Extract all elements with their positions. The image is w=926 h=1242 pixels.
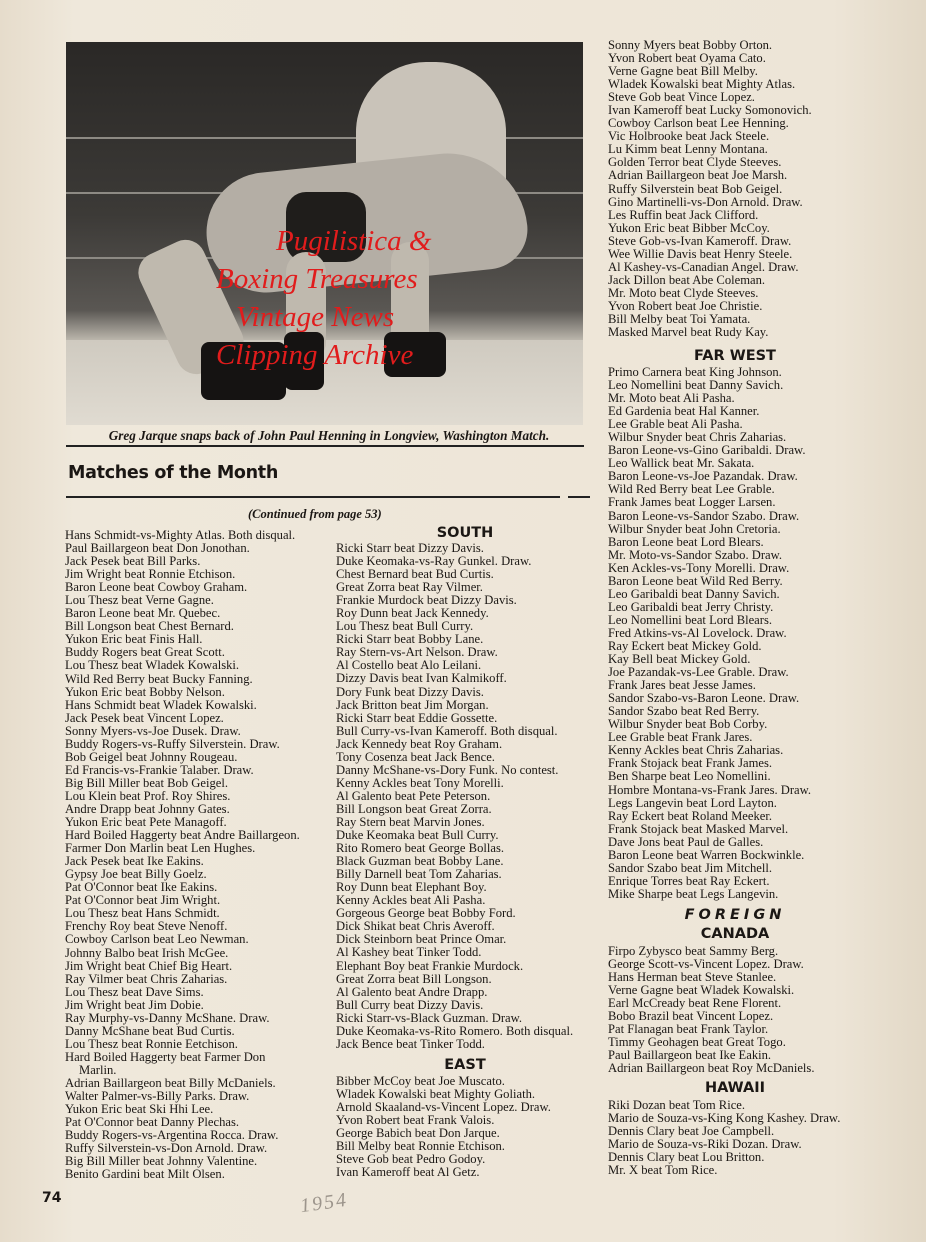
- match-result: Steve Gob beat Pedro Godoy.: [336, 1152, 486, 1167]
- match-result: Jack Dillon beat Abe Coleman.: [608, 272, 766, 287]
- match-result: Sandor Szabo beat Red Berry.: [608, 704, 760, 719]
- match-result: Wladek Kowalski beat Mighty Goliath.: [336, 1087, 536, 1102]
- match-result: Verne Gagne beat Bill Melby.: [608, 64, 758, 79]
- match-result: Dizzy Davis beat Ivan Kalmikoff.: [336, 671, 507, 686]
- match-result: Great Zorra beat Ray Vilmer.: [336, 580, 483, 595]
- match-result: Dave Jons beat Paul de Galles.: [608, 834, 764, 849]
- match-result: Wilbur Snyder beat Chris Zaharias.: [608, 430, 787, 445]
- match-result: Ricki Starr beat Bobby Lane.: [336, 632, 484, 647]
- match-result: George Scott-vs-Vincent Lopez. Draw.: [608, 957, 804, 972]
- match-result: Leo Nomellini beat Danny Savich.: [608, 378, 784, 393]
- match-result: Lou Thesz beat Hans Schmidt.: [65, 906, 220, 921]
- watermark-line: Clipping Archive: [216, 339, 414, 371]
- match-result: Jim Wright beat Ronnie Etchison.: [65, 567, 236, 582]
- results-south: [336, 542, 573, 1051]
- match-result: Wild Red Berry beat Bucky Fanning.: [65, 671, 253, 686]
- match-result: Sandor Szabo beat Jim Mitchell.: [608, 860, 773, 875]
- match-result: Buddy Rogers beat Great Scott.: [65, 645, 225, 660]
- match-result: Leo Garibaldi beat Jerry Christy.: [608, 599, 774, 614]
- section-heading-east: EAST: [444, 1057, 486, 1073]
- title-rule: [66, 496, 560, 498]
- match-result: Al Galento beat Andre Drapp.: [336, 984, 488, 999]
- match-result: Timmy Geohagen beat Great Togo.: [608, 1035, 786, 1050]
- match-result: Yukon Eric beat Bibber McCoy.: [608, 220, 770, 235]
- match-result: Kenny Ackles beat Ali Pasha.: [336, 893, 486, 908]
- match-result: Farmer Don Marlin beat Len Hughes.: [65, 841, 256, 856]
- match-result: Mike Sharpe beat Legs Langevin.: [608, 886, 779, 901]
- match-result: Ricki Starr beat Eddie Gossette.: [336, 710, 498, 725]
- match-result: Lu Kimm beat Lenny Montana.: [608, 142, 768, 157]
- match-result: Kay Bell beat Mickey Gold.: [608, 652, 751, 667]
- results-canada: [608, 945, 814, 1075]
- match-result: Yukon Eric beat Ski Hhi Lee.: [65, 1102, 214, 1117]
- match-result: Masked Marvel beat Rudy Kay.: [608, 325, 769, 340]
- match-result: Riki Dozan beat Tom Rice.: [608, 1098, 746, 1112]
- match-result: Al Kashey beat Tinker Todd.: [336, 945, 482, 960]
- match-result: Andre Drapp beat Johnny Gates.: [65, 801, 230, 816]
- match-result: Dennis Clary beat Joe Campbell.: [608, 1124, 775, 1139]
- match-result: Gypsy Joe beat Billy Goelz.: [65, 867, 207, 882]
- match-result: Paul Baillargeon beat Don Jonothan.: [65, 541, 250, 556]
- match-result: Steve Gob beat Vince Lopez.: [608, 90, 755, 105]
- match-result: Ray Murphy-vs-Danny McShane. Draw.: [65, 1010, 270, 1025]
- caption-rule: [66, 445, 584, 447]
- match-result: Wilbur Snyder beat John Cretoria.: [608, 521, 781, 536]
- match-result: Ivan Kameroff beat Al Getz.: [336, 1165, 480, 1180]
- section-heading-foreign: FOREIGN: [684, 907, 786, 923]
- match-result: Gino Martinelli-vs-Don Arnold. Draw.: [608, 194, 803, 209]
- match-result: Baron Leone-vs-Joe Pazandak. Draw.: [608, 469, 798, 484]
- match-result: Ray Stern-vs-Art Nelson. Draw.: [336, 645, 498, 660]
- match-result: Ken Ackles-vs-Tony Morelli. Draw.: [608, 560, 790, 575]
- match-result: Big Bill Miller beat Johnny Valentine.: [65, 1154, 258, 1169]
- match-result: Paul Baillargeon beat Ike Eakin.: [608, 1048, 772, 1063]
- match-result: Steve Gob-vs-Ivan Kameroff. Draw.: [608, 233, 792, 248]
- match-result: Al Kashey-vs-Canadian Angel. Draw.: [608, 259, 799, 274]
- match-result: Buddy Rogers-vs-Argentina Rocca. Draw.: [65, 1128, 279, 1143]
- match-result: Baron Leone beat Cowboy Graham.: [65, 580, 248, 595]
- match-result: Ray Eckert beat Roland Meeker.: [608, 808, 773, 823]
- match-result: Ruffy Silverstein beat Bob Geigel.: [608, 181, 783, 196]
- match-result: Mr. Moto beat Ali Pasha.: [608, 391, 735, 406]
- title-rule: [568, 496, 590, 498]
- match-result: Legs Langevin beat Lord Layton.: [608, 795, 777, 810]
- match-result: Lou Thesz beat Dave Sims.: [65, 984, 204, 999]
- match-result: Ivan Kameroff beat Lucky Somonovich.: [608, 103, 812, 118]
- results-hawaii: [608, 1099, 840, 1177]
- match-result: Baron Leone-vs-Gino Garibaldi. Draw.: [608, 443, 806, 458]
- match-result: Marlin.: [79, 1062, 117, 1077]
- match-result: Pat O'Connor beat Danny Plechas.: [65, 1115, 240, 1130]
- match-result: Ruffy Silverstein-vs-Don Arnold. Draw.: [65, 1141, 268, 1156]
- match-result: Ricki Starr-vs-Black Guzman. Draw.: [336, 1010, 523, 1025]
- match-result: Danny McShane beat Bud Curtis.: [65, 1023, 235, 1038]
- section-heading-south: SOUTH: [436, 525, 494, 541]
- match-result: Jim Wright beat Jim Dobie.: [65, 997, 204, 1012]
- match-result: Baron Leone beat Warren Bockwinkle.: [608, 847, 805, 862]
- match-result: Ben Sharpe beat Leo Nomellini.: [608, 769, 771, 784]
- match-result: Duke Keomaka-vs-Rito Romero. Both disqual.: [336, 1023, 574, 1038]
- match-result: Baron Leone beat Wild Red Berry.: [608, 573, 783, 588]
- match-result: Hans Schmidt beat Wladek Kowalski.: [65, 697, 257, 712]
- match-result: Bull Curry beat Dizzy Davis.: [336, 997, 484, 1012]
- match-result: Elephant Boy beat Frankie Murdock.: [336, 958, 524, 973]
- match-result: Mr. Moto beat Clyde Steeves.: [608, 285, 759, 300]
- match-result: Firpo Zybysco beat Sammy Berg.: [608, 944, 779, 958]
- match-result: Verne Gagne beat Wladek Kowalski.: [608, 983, 795, 998]
- results-far-west: [608, 366, 811, 901]
- match-result: Benito Gardini beat Milt Olsen.: [65, 1167, 225, 1182]
- match-result: Bobo Brazil beat Vincent Lopez.: [608, 1009, 774, 1024]
- match-result: Roy Dunn beat Elephant Boy.: [336, 880, 487, 895]
- watermark: [216, 222, 431, 374]
- match-result: Gorgeous George beat Bobby Ford.: [336, 906, 516, 921]
- match-result: Jim Wright beat Chief Big Heart.: [65, 958, 233, 973]
- match-result: Rito Romero beat George Bollas.: [336, 841, 505, 856]
- match-result: Frank Stojack beat Masked Marvel.: [608, 821, 789, 836]
- match-result: Ray Vilmer beat Chris Zaharias.: [65, 971, 228, 986]
- match-result: Lou Thesz beat Ronnie Eetchison.: [65, 1036, 238, 1051]
- match-result: Pat O'Connor beat Jim Wright.: [65, 893, 221, 908]
- match-result: Les Ruffin beat Jack Clifford.: [608, 207, 759, 222]
- match-result: Hombre Montana-vs-Frank Jares. Draw.: [608, 782, 812, 797]
- match-result: Lou Thesz beat Bull Curry.: [336, 619, 474, 634]
- match-result: Billy Darnell beat Tom Zaharias.: [336, 867, 502, 882]
- match-result: Big Bill Miller beat Bob Geigel.: [65, 775, 228, 790]
- match-result: Baron Leone-vs-Sandor Szabo. Draw.: [608, 508, 800, 523]
- match-result: Chest Bernard beat Bud Curtis.: [336, 567, 494, 582]
- match-result: Dick Steinborn beat Prince Omar.: [336, 932, 507, 947]
- match-result: Golden Terror beat Clyde Steeves.: [608, 155, 782, 170]
- match-result: Vic Holbrooke beat Jack Steele.: [608, 129, 770, 144]
- match-result: Ed Francis-vs-Frankie Talaber. Draw.: [65, 762, 254, 777]
- match-result: Frank Jares beat Jesse James.: [608, 678, 756, 693]
- results-column-1: [65, 529, 300, 1181]
- match-result: Dick Shikat beat Chris Averoff.: [336, 919, 495, 934]
- match-result: Jack Pesek beat Ike Eakins.: [65, 854, 204, 869]
- match-result: Bibber McCoy beat Joe Muscato.: [336, 1074, 505, 1088]
- watermark-line: Boxing Treasures: [216, 263, 418, 295]
- match-result: Frenchy Roy beat Steve Nenoff.: [65, 919, 228, 934]
- match-result: Black Guzman beat Bobby Lane.: [336, 854, 504, 869]
- match-result: Bill Melby beat Ronnie Etchison.: [336, 1139, 505, 1154]
- match-result: Mr. Moto-vs-Sandor Szabo. Draw.: [608, 547, 783, 562]
- match-result: Baron Leone beat Lord Blears.: [608, 534, 764, 549]
- match-result: Yvon Robert beat Joe Christie.: [608, 298, 763, 313]
- match-result: Ed Gardenia beat Hal Kanner.: [608, 404, 760, 419]
- match-result: Cowboy Carlson beat Lee Henning.: [608, 116, 789, 131]
- match-result: Lee Grable beat Frank Jares.: [608, 730, 753, 745]
- match-result: Bill Longson beat Chest Bernard.: [65, 619, 234, 634]
- match-result: Kenny Ackles beat Tony Morelli.: [336, 775, 504, 790]
- match-result: Leo Garibaldi beat Danny Savich.: [608, 586, 780, 601]
- match-result: Johnny Balbo beat Irish McGee.: [65, 945, 229, 960]
- match-result: Yukon Eric beat Pete Managoff.: [65, 815, 227, 830]
- match-result: Earl McCready beat Rene Florent.: [608, 996, 782, 1011]
- section-heading-canada: CANADA: [700, 926, 770, 942]
- match-result: Duke Keomaka-vs-Ray Gunkel. Draw.: [336, 554, 532, 569]
- match-result: Buddy Rogers-vs-Ruffy Silverstein. Draw.: [65, 736, 280, 751]
- match-result: Frankie Murdock beat Dizzy Davis.: [336, 593, 517, 608]
- continued-note: [248, 507, 382, 522]
- match-result: Bill Melby beat Toi Yamata.: [608, 311, 751, 326]
- match-result: Wee Willie Davis beat Henry Steele.: [608, 246, 793, 261]
- match-result: Pat O'Connor beat Ike Eakins.: [65, 880, 218, 895]
- match-result: Al Costello beat Alo Leilani.: [336, 658, 482, 673]
- match-result: Ray Stern beat Marvin Jones.: [336, 814, 485, 829]
- match-result: Lou Thesz beat Wladek Kowalski.: [65, 658, 240, 673]
- match-result: Hans Schmidt-vs-Mighty Atlas. Both disqual.: [65, 528, 296, 542]
- results-east-continued: [608, 39, 812, 339]
- match-result: Leo Wallick beat Mr. Sakata.: [608, 456, 755, 471]
- match-result: Frank James beat Logger Larsen.: [608, 495, 776, 510]
- section-heading-far-west: FAR WEST: [694, 348, 776, 364]
- match-result: Sandor Szabo-vs-Baron Leone. Draw.: [608, 691, 800, 706]
- match-result: Fred Atkins-vs-Al Lovelock. Draw.: [608, 625, 787, 640]
- match-result: Bull Curry-vs-Ivan Kameroff. Both disqual.: [336, 723, 558, 738]
- match-result: George Babich beat Don Jarque.: [336, 1126, 500, 1141]
- match-result: Walter Palmer-vs-Billy Parks. Draw.: [65, 1089, 250, 1104]
- match-result: Sonny Myers-vs-Joe Dusek. Draw.: [65, 723, 241, 738]
- match-result: Yukon Eric beat Bobby Nelson.: [65, 684, 225, 699]
- match-result: Jack Pesek beat Vincent Lopez.: [65, 710, 224, 725]
- photo-caption: Greg Jarque snaps back of John Paul Henning in Longview, Washington Match.: [108, 428, 550, 443]
- match-result: Adrian Baillargeon beat Joe Marsh.: [608, 168, 788, 183]
- match-result: Wladek Kowalski beat Mighty Atlas.: [608, 77, 796, 92]
- match-result: Lou Klein beat Prof. Roy Shires.: [65, 788, 231, 803]
- match-result: Leo Nomellini beat Lord Blears.: [608, 612, 773, 627]
- match-result: Wilbur Snyder beat Bob Corby.: [608, 717, 768, 732]
- match-result: Joe Pazandak-vs-Lee Grable. Draw.: [608, 665, 789, 680]
- match-result: Wild Red Berry beat Lee Grable.: [608, 482, 775, 497]
- match-result: Bob Geigel beat Johnny Rougeau.: [65, 749, 238, 764]
- section-heading-hawaii: HAWAII: [704, 1080, 766, 1096]
- match-result: Great Zorra beat Bill Longson.: [336, 971, 492, 986]
- page-number: 74: [42, 1190, 62, 1206]
- match-result: Duke Keomaka beat Bull Curry.: [336, 828, 499, 843]
- match-result: Ricki Starr beat Dizzy Davis.: [336, 541, 484, 555]
- match-result: Jack Kennedy beat Roy Graham.: [336, 736, 503, 751]
- match-result: Hans Herman beat Steve Stanlee.: [608, 970, 777, 985]
- match-result: Primo Carnera beat King Johnson.: [608, 365, 782, 379]
- match-result: Jack Pesek beat Bill Parks.: [65, 554, 201, 569]
- match-result: Yvon Robert beat Oyama Cato.: [608, 51, 766, 66]
- match-result: Roy Dunn beat Jack Kennedy.: [336, 606, 489, 621]
- match-result: Jack Bence beat Tinker Todd.: [336, 1036, 485, 1051]
- match-result: Lee Grable beat Ali Pasha.: [608, 417, 743, 432]
- watermark-line: Vintage News: [236, 301, 395, 333]
- match-result: Lou Thesz beat Verne Gagne.: [65, 593, 214, 608]
- match-result: Frank Stojack beat Frank James.: [608, 756, 773, 771]
- match-result: Bill Longson beat Great Zorra.: [336, 801, 492, 816]
- wrestling-photo: [66, 42, 583, 425]
- match-result: Dory Funk beat Dizzy Davis.: [336, 684, 484, 699]
- match-result: Hard Boiled Haggerty beat Farmer Don: [65, 1049, 266, 1064]
- article-title: Matches of the Month: [68, 463, 279, 483]
- match-result: Sonny Myers beat Bobby Orton.: [608, 38, 773, 52]
- match-result: Adrian Baillargeon beat Billy McDaniels.: [65, 1075, 276, 1090]
- results-east: [336, 1075, 551, 1179]
- match-result: Ray Eckert beat Mickey Gold.: [608, 638, 762, 653]
- match-result: Cowboy Carlson beat Leo Newman.: [65, 932, 249, 947]
- continued-text: (Continued from page 53): [248, 507, 382, 521]
- match-result: Yukon Eric beat Finis Hall.: [65, 632, 203, 647]
- match-result: Baron Leone beat Mr. Quebec.: [65, 606, 221, 621]
- handwritten-year: 1954: [298, 1188, 350, 1218]
- match-result: Adrian Baillargeon beat Roy McDaniels.: [608, 1061, 815, 1076]
- match-result: Mario de Souza-vs-King Kong Kashey. Draw.: [608, 1111, 841, 1126]
- match-result: Dennis Clary beat Lou Britton.: [608, 1150, 765, 1165]
- match-result: Jack Britton beat Jim Morgan.: [336, 697, 489, 712]
- match-result: Al Galento beat Pete Peterson.: [336, 788, 491, 803]
- match-result: Pat Flanagan beat Frank Taylor.: [608, 1022, 769, 1037]
- match-result: Tony Cosenza beat Jack Bence.: [336, 749, 495, 764]
- match-result: Mr. X beat Tom Rice.: [608, 1163, 718, 1178]
- match-result: Danny McShane-vs-Dory Funk. No contest.: [336, 762, 559, 777]
- match-result: Mario de Souza-vs-Riki Dozan. Draw.: [608, 1137, 802, 1152]
- match-result: Yvon Robert beat Frank Valois.: [336, 1113, 495, 1128]
- match-result: Enrique Torres beat Ray Eckert.: [608, 873, 770, 888]
- watermark-line: Pugilistica &: [276, 225, 432, 257]
- match-result: Kenny Ackles beat Chris Zaharias.: [608, 743, 784, 758]
- match-result: Hard Boiled Haggerty beat Andre Baillargeon.: [65, 828, 300, 843]
- match-result: Arnold Skaaland-vs-Vincent Lopez. Draw.: [336, 1100, 551, 1115]
